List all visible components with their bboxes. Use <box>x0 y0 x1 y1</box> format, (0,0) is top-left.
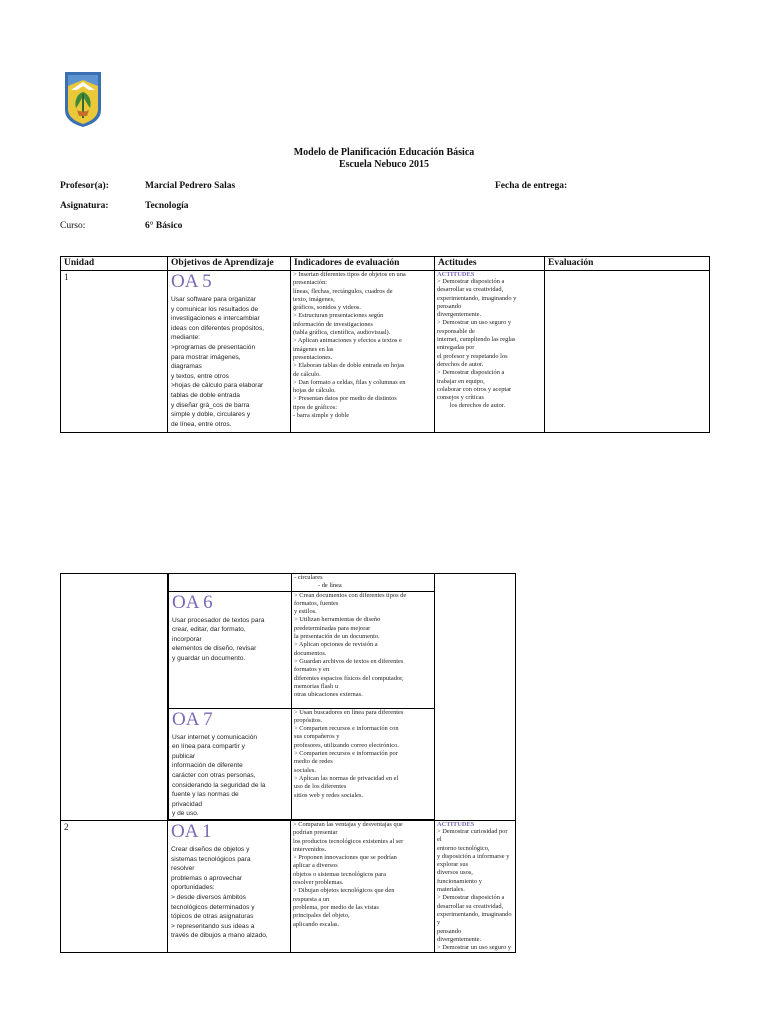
indicator-text-line: tipos de gráficos: <box>293 403 338 411</box>
objective-text-line: carácter con otras personas, <box>172 771 256 779</box>
indicator-text-line: problema, por medio de las vistas <box>293 903 379 911</box>
objectives-indicators-cell <box>168 574 435 821</box>
attitude-text-line: materiales. <box>437 886 465 894</box>
indicator-text-line: > Presentan datos por medio de distintos <box>293 395 397 403</box>
indicators-cell <box>292 591 435 708</box>
indicator-text-line: > Guardan archivos de textos en diferentes <box>294 657 404 665</box>
profesor-label: Profesor(a): <box>60 181 109 191</box>
objective-text-line: oportunidades: <box>171 884 215 892</box>
asignatura-value: Tecnología <box>145 201 189 211</box>
objective-cell <box>169 708 292 819</box>
indicator-text-line: > Comparan las ventajas y desventajas que <box>293 820 403 828</box>
objective-text-line: y textos, entre otros <box>171 372 229 380</box>
indicator-text-line: imágenes en las <box>293 345 334 353</box>
unit-cell <box>61 574 168 821</box>
table-row <box>61 574 516 821</box>
indicator-text-line: memorias flash u <box>294 682 339 690</box>
attitude-text-line: experimentando, imaginando y <box>437 294 517 302</box>
attitudes-cell <box>435 574 516 821</box>
indicator-text-line: medio de redes <box>294 758 333 766</box>
attitude-text-line: y disposición a informarse y <box>437 852 510 860</box>
objective-text-line: Crear diseños de objetos y <box>171 845 250 853</box>
indicators-cell <box>292 708 435 819</box>
indicator-text-line: aplicar a diversos <box>293 862 338 870</box>
attitudes-title: ACTITUDES <box>437 820 475 828</box>
attitudes-cell <box>435 271 545 433</box>
attitude-text-line: consejos y críticas <box>437 394 484 402</box>
objective-text-line: Usar internet y comunicación <box>172 733 258 741</box>
objective-text-line: tópicos de otras asignaturas <box>171 913 254 921</box>
attitude-text-line: > Demostrar un uso seguro y <box>437 319 512 327</box>
indicator-text-line: > Comparten recursos e información por <box>294 750 398 758</box>
oa-code: OA 5 <box>171 271 212 292</box>
oa-code: OA 7 <box>172 708 213 730</box>
attitude-text-line: desarrollar su creatividad, <box>437 286 504 294</box>
indicator-text-line: sitios web y redes sociales. <box>294 791 364 799</box>
indicator-text-line: - de línea <box>294 582 342 590</box>
objective-text-line: simple y doble, circulares y <box>171 411 251 419</box>
attitude-text-line: entregadas por <box>437 344 475 352</box>
unit-cell: 2 <box>61 820 168 952</box>
objective-text-line: y de uso. <box>172 810 199 818</box>
indicator-text-line: los productos tecnológicos existentes al ser <box>293 837 404 845</box>
curso-value: 6° Básico <box>145 221 183 231</box>
objective-text-line: >programas de presentación <box>171 343 256 351</box>
oa-code: OA 1 <box>171 820 212 842</box>
objective-text-line: privacidad <box>172 800 203 808</box>
header-indicadores: Indicadores de evaluación <box>291 257 435 271</box>
indicator-text-line: > Crean documentos con diferentes tipos de <box>294 591 407 599</box>
indicator-text-line: hojas de cálculo. <box>293 387 336 395</box>
profesor-value: Marcial Pedrero Salas <box>145 181 236 191</box>
indicator-text-line: diferentes espacios físicos del computador, <box>294 674 404 682</box>
header-unidad: Unidad <box>61 257 168 271</box>
indicators-cell <box>291 271 435 433</box>
attitude-text-line: > Demostrar curiosidad por el <box>437 827 510 844</box>
indicators-cell <box>291 820 435 952</box>
indicator-text-line: sociales. <box>294 766 316 774</box>
oa6-row <box>169 591 435 708</box>
indicator-text-line: texto, imágenes, <box>293 295 335 303</box>
table-row <box>61 820 516 952</box>
objective-text-line: publicar <box>172 752 196 760</box>
asignatura-label: Asignatura: <box>60 201 109 211</box>
evaluation-cell <box>545 271 710 433</box>
indicator-text-line: > Proponen innovaciones que se podrían <box>293 854 397 862</box>
indicator-text-line: > Elaboran tablas de doble entrada en hojas <box>293 362 405 370</box>
indicator-text-line: sus compañeros y <box>294 733 340 741</box>
header-actitudes: Actitudes <box>435 257 545 271</box>
indicator-text-line: formatos, fuentes <box>294 599 339 607</box>
document-subtitle: Escuela Nebuco 2015 <box>339 159 429 170</box>
objective-text-line: fuente y las normas de <box>172 791 239 799</box>
attitude-text-line: explorar sus <box>437 861 469 869</box>
indicator-text-line: de cálculo. <box>293 370 321 378</box>
oa7-row <box>169 708 435 819</box>
indicator-text-line: podrían presentar <box>293 829 338 837</box>
objective-text-line: través de dibujos a mano alzado, <box>171 932 268 940</box>
objective-text-line: tablas de doble entrada <box>171 391 240 399</box>
indicators-continued <box>292 574 435 591</box>
indicator-text-line: intervenidos. <box>293 845 327 853</box>
indicator-text-line: > Utilizan herramientas de diseño <box>294 616 381 624</box>
attitude-text-line: pensando <box>437 927 462 935</box>
objective-text-line: elementos de diseño, revisar <box>172 645 257 653</box>
oa-code: OA 6 <box>172 591 213 613</box>
objective-text-line: y comunicar los resultados de <box>171 305 259 313</box>
indicator-text-line: principales del objeto, <box>293 912 350 920</box>
header-evaluacion: Evaluación <box>545 257 710 271</box>
objective-text-line: sistemas tecnológicos para <box>171 855 251 863</box>
indicator-text-line: resolver problemas. <box>293 879 344 887</box>
indicator-text-line: información de investigaciones <box>293 320 373 328</box>
attitude-text-line: el profesor y respetando los <box>437 352 508 360</box>
objective-text-line: > representando sus ideas a <box>171 922 255 930</box>
indicator-text-line: - circulares <box>294 574 323 581</box>
objective-cell <box>168 271 291 433</box>
objective-text-line: tecnológicos determinados y <box>171 903 255 911</box>
objective-text-line: de línea, entre otros. <box>171 420 232 428</box>
indicator-text-line: predeterminadas para mejorar <box>294 624 371 632</box>
table-row <box>61 271 710 433</box>
indicator-text-line: profesores, utilizando correo electrónico. <box>294 741 399 749</box>
indicator-text-line: líneas, flechas, rectángulos, cuadros de <box>293 287 393 295</box>
indicator-text-line: objetos o sistemas tecnológicos para <box>293 870 386 878</box>
objective-text-line: Usar procesador de textos para <box>172 616 265 624</box>
indicator-text-line: presentación: <box>293 279 328 287</box>
indicator-text-line: > Insertan diferentes tipos de objetos en una <box>293 271 406 278</box>
objective-text-line: resolver <box>171 865 195 873</box>
objective-text-line: ideas con diferentes propósitos, <box>171 324 265 332</box>
objective-text-line: información de diferente <box>172 762 243 770</box>
attitude-text-line: pensando <box>437 302 462 310</box>
attitude-text-line: > Demostrar un uso seguro y <box>437 944 512 952</box>
objective-cell <box>168 820 291 952</box>
attitude-text-line: derechos de autor. <box>437 360 484 368</box>
fecha-entrega-label: Fecha de entrega: <box>495 181 568 191</box>
indicator-text-line: > Dibujan objetos tecnológicos que den <box>293 887 395 895</box>
column-divider <box>515 573 516 939</box>
indicator-text-line: aplicando escalas. <box>293 920 340 928</box>
objective-text-line: en línea para compartir y <box>172 743 245 751</box>
objective-text-line: y guardar un documento. <box>172 654 246 662</box>
indicator-text-line: - barra simple y doble <box>293 412 350 420</box>
planning-table-page2 <box>60 573 516 953</box>
attitude-text-line: responsable de <box>437 327 475 335</box>
indicator-text-line: presentaciones. <box>293 353 333 361</box>
table-header-row <box>61 257 710 271</box>
objective-text-line: mediante: <box>171 334 200 342</box>
unit-cell: 1 <box>61 271 168 433</box>
curso-label: Curso: <box>60 221 86 231</box>
objective-text-line: > desde diversos ámbitos <box>171 893 246 901</box>
attitude-text-line: colaborar con otros y aceptar <box>437 385 512 393</box>
objective-cell <box>169 591 292 708</box>
indicator-text-line: > Dan formato a celdas, filas y columnas en <box>293 378 406 386</box>
header-objetivos: Objetivos de Aprendizaje <box>168 257 291 271</box>
attitude-text-line: entorno tecnológico, <box>437 844 490 852</box>
attitude-text-line: divergentemente. <box>437 935 482 943</box>
indicator-text-line: gráficos, sonidos y videos. <box>293 304 361 312</box>
nested-oa-table <box>168 574 435 820</box>
indicator-text-line: > Comparten recursos e información con <box>294 725 399 733</box>
objective-text-line: Usar software para organizar <box>171 296 257 303</box>
objective-text-line: crear, editar, dar formato, <box>172 626 246 634</box>
attitude-text-line: los derechos de autor. <box>437 402 506 410</box>
indicator-text-line: > Estructuran presentaciones según <box>293 312 384 320</box>
attitude-text-line: > Demostrar disposición a <box>437 894 505 902</box>
indicator-text-line: > Aplican animaciones y efectos a textos e <box>293 337 402 345</box>
indicator-text-line: y estilos. <box>294 608 317 616</box>
indicator-text-line: uso de los diferentes <box>294 783 347 791</box>
objective-text-line: y diseñar grá_cos de barra <box>171 401 250 409</box>
attitude-text-line: experimentando, imaginando y <box>437 910 514 927</box>
objective-text-line: considerando la seguridad de la <box>172 781 266 789</box>
indicator-text-line: > Aplican opciones de revisión a <box>294 641 378 649</box>
attitude-text-line: divergentemente. <box>437 311 482 319</box>
indicator-text-line: propósitos. <box>294 716 323 724</box>
attitude-text-line: trabajar en equipo, <box>437 377 485 385</box>
objective-text-line: investigaciones e intercambiar <box>171 315 260 323</box>
indicator-text-line: > Usan buscadores en línea para diferentes <box>294 708 404 716</box>
attitude-text-line: diversos usos, funcionamiento y <box>437 869 482 885</box>
indicator-text-line: documentos. <box>294 649 327 657</box>
attitude-text-line: internet, cumpliendo las reglas <box>437 336 516 344</box>
planning-table-page1 <box>60 256 710 433</box>
attitudes-title: ACTITUDES <box>437 271 475 278</box>
objective-text-line: incorporar <box>172 635 202 643</box>
objective-text-line: >hojas de cálculo para elaborar <box>171 382 264 390</box>
attitudes-cell <box>435 820 516 952</box>
objective-text-line: diagramas <box>171 363 202 371</box>
document-title: Modelo de Planificación Educación Básica <box>293 147 475 158</box>
indicator-text-line: > Aplican las normas de privacidad en el <box>294 774 399 782</box>
indicator-text-line: respuesta a un <box>293 895 330 903</box>
attitude-text-line: > Demostrar disposición a <box>437 278 505 285</box>
school-crest-logo <box>63 70 103 128</box>
indicator-text-line: otras ubicaciones externas. <box>294 691 363 699</box>
indicator-text-line: (tabla gráfica, científica, audiovisual). <box>293 329 391 337</box>
indicator-text-line: la presentación de un documento. <box>294 633 380 641</box>
objective-text-line: problemas o aprovechar <box>171 874 243 882</box>
attitude-text-line: desarrollar su creatividad, <box>437 902 504 910</box>
objective-text-line: para mostrar imágenes, <box>171 353 241 361</box>
attitude-text-line: > Demostrar disposición a <box>437 369 505 377</box>
indicator-text-line: formatos y en <box>294 666 330 674</box>
